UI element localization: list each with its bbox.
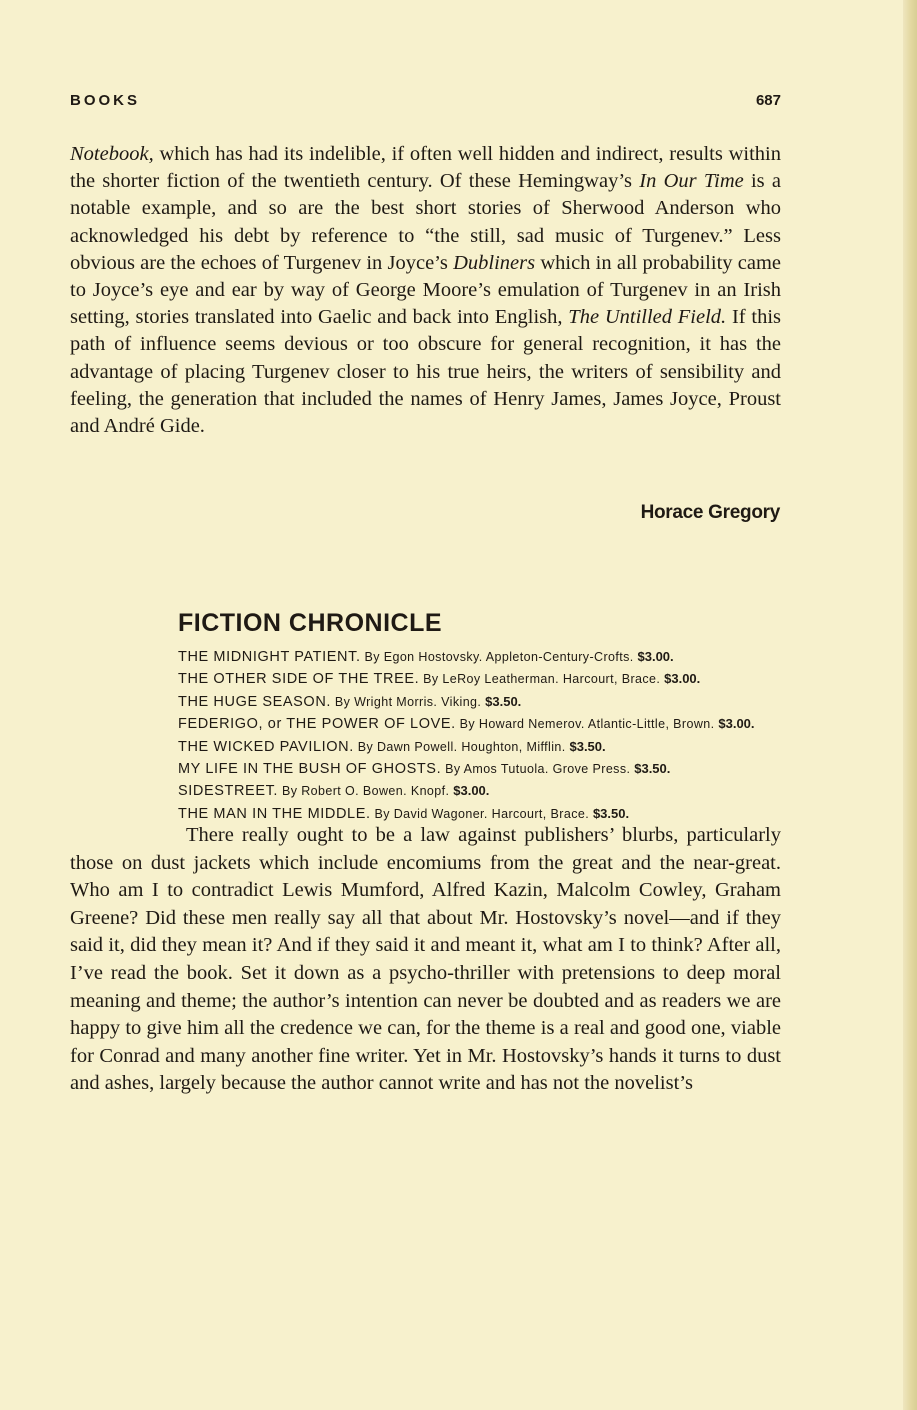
book-title: THE OTHER SIDE OF THE TREE. xyxy=(178,671,420,688)
book-details: By Dawn Powell. Houghton, Mifflin. xyxy=(353,739,570,754)
book-title: THE WICKED PAVILION. xyxy=(178,738,354,755)
page-edge xyxy=(903,0,917,1410)
book-entry xyxy=(178,758,781,780)
book-list xyxy=(178,646,781,825)
text-segment: If this path of influence seems devious or too obscure for general recognition, it has the advantage of placing Turgenev closer to his true heirs, the writers of sensibility and feeling, the generation that included the names of Henry James, James Joyce, Proust and André Gide. xyxy=(70,306,781,438)
book-price: $3.50. xyxy=(634,761,671,777)
book-price: $3.50. xyxy=(485,693,522,709)
book-price: $3.00. xyxy=(718,716,755,732)
review-author: Horace Gregory xyxy=(640,502,780,523)
book-entry xyxy=(178,736,781,758)
text-segment: The Untilled Field. xyxy=(568,306,727,329)
review-paragraph: There really ought to be a law against publishers’ blurbs, particularly those on dust jackets which include encomiums from the great and the near-great. Who am I to contradict Lewis Mumford, Alfred Kazin, Malcolm Cowley, Graham Greene? Did these men really say all that about Mr. Hostovsky’s novel—and if they said it, did they mean it? And if they said it and meant it, what am I to think? After all, I’ve read the book. Set it down as a psycho-thriller with pretensions to deep moral meaning and theme; the author’s intention can never be doubted and as readers we are happy to give him all the credence we can, for the theme is a real and good one, viable for Conrad and many another fine writer. Yet in Mr. Hostovsky’s hands it turns to dust and ashes, largely because the author cannot write and has not the novelist’s xyxy=(70,824,781,1095)
text-segment: In Our Time xyxy=(639,170,744,193)
book-details: By Howard Nemerov. Atlantic-Little, Brown. xyxy=(455,717,719,732)
book-price: $3.50. xyxy=(592,805,630,821)
book-entry xyxy=(178,691,781,713)
book-title: MY LIFE IN THE BUSH OF GHOSTS. xyxy=(178,761,442,778)
book-details: By LeRoy Leatherman. Harcourt, Brace. xyxy=(419,672,665,687)
book-details: By David Wagoner. Harcourt, Brace. xyxy=(370,806,593,821)
text-segment: which in all probability came to Joyce’s eye and ear by way of George Moore’s emulation of Turgenev in an Irish setting, stories translated into Gaelic and back into English, xyxy=(70,251,781,329)
text-segment: which has had its indelible, if often well hidden and indirect, results within the shorter fiction of the twentieth century. Of these Hemingway’s xyxy=(70,143,781,193)
text-segment: Dubliners xyxy=(453,251,536,274)
text-segment: is a notable example, and so are the best short stories of Sherwood Anderson who acknowledged his debt by reference to “the still, sad music of Turgenev.” Less obvious are the echoes of Turgenev in Joyce’s xyxy=(70,170,781,274)
book-entry xyxy=(178,780,781,802)
book-price: $3.50. xyxy=(569,738,606,754)
running-header xyxy=(70,92,781,114)
book-details: By Robert O. Bowen. Knopf. xyxy=(278,784,454,799)
book-price: $3.00. xyxy=(637,649,674,664)
page-number: 687 xyxy=(755,92,781,109)
book-entry xyxy=(178,646,781,668)
book-details: By Egon Hostovsky. Appleton-Century-Crofts. xyxy=(360,650,638,664)
text-segment: Notebook, xyxy=(70,143,154,165)
book-title: THE MAN IN THE MIDDLE. xyxy=(178,805,371,822)
book-price: $3.00. xyxy=(453,783,490,799)
book-price: $3.00. xyxy=(664,671,701,687)
book-entry xyxy=(178,668,781,690)
book-title: FEDERIGO, or THE POWER OF LOVE. xyxy=(178,716,456,733)
book-details: By Wright Morris. Viking. xyxy=(331,694,486,709)
book-title: SIDESTREET. xyxy=(178,783,279,800)
book-title: THE HUGE SEASON. xyxy=(178,693,332,710)
section-title: FICTION CHRONICLE xyxy=(178,608,443,637)
book-title: THE MIDNIGHT PATIENT. xyxy=(178,649,361,665)
book-entry xyxy=(178,713,781,735)
continuation-paragraph xyxy=(70,141,781,440)
book-details: By Amos Tutuola. Grove Press. xyxy=(441,762,635,777)
section-heading: BOOKS xyxy=(70,92,141,109)
